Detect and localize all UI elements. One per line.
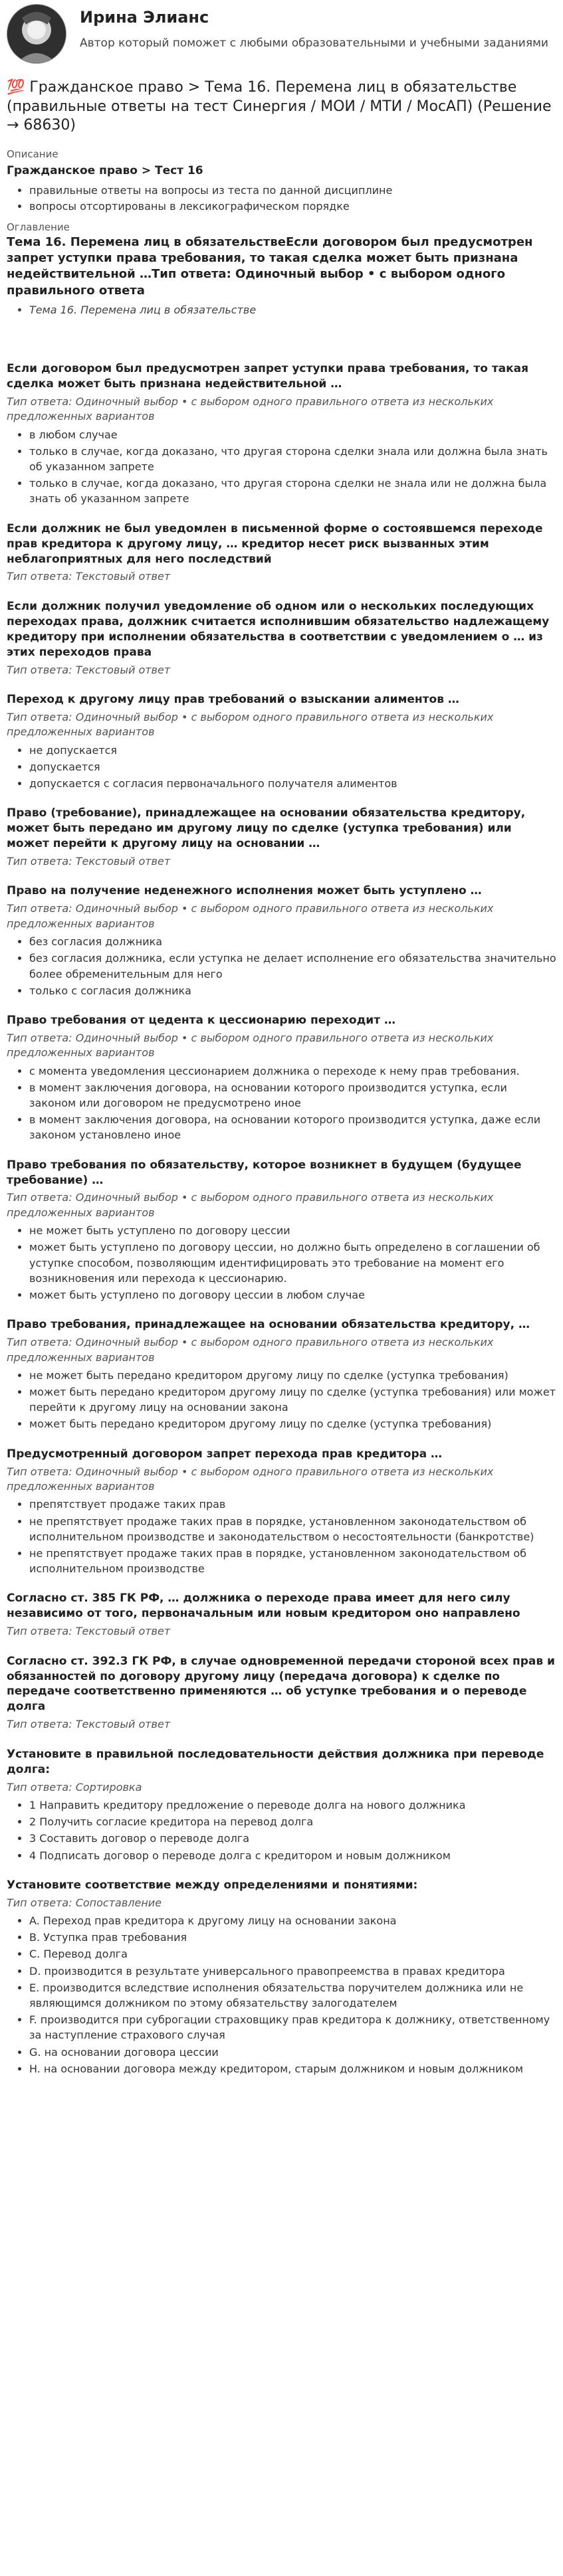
answer-option: • может быть уступлено по договору цессии, но должно быть определено в соглашении об уступке способом, позволяющим идентифицировать это требование на момент его возникновения или перехода к цессионарию. [29, 1240, 556, 1286]
answer-options [7, 1497, 556, 1576]
answer-option: • 3 Составить договор о переводе долга [29, 1831, 556, 1846]
question-text: Если должник не был уведомлен в письменной форме о состоявшемся переходе прав кредитора к другому лицу, … кредитор несет риск вызванных этим неблагоприятных для него последствий [7, 521, 543, 566]
answer-options [7, 1223, 556, 1303]
answer-option: • может быть передано кредитором другому лицу по сделке (уступка требования) или может перейти к другому лицу на основании закона [29, 1384, 556, 1415]
description-item: • вопросы отсортированы в лексикографическом порядке [29, 199, 556, 214]
answer-option: • E. производится вследствие исполнения обязательства поручителем должника или не являющимся должником по этому обязательству залогодателем [29, 1980, 556, 2011]
avatar[interactable] [7, 4, 66, 64]
question-block [7, 521, 556, 585]
answer-option: • H. на основании договора между кредитором, старым должником и новым должником [29, 2061, 556, 2076]
answer-options [7, 1913, 556, 2076]
question-block [7, 1013, 556, 1143]
answer-type: Тип ответа: Сопоставление [7, 1896, 162, 1909]
answer-type: Тип ответа: Одиночный выбор • с выбором одного правильного ответа из нескольких предложенных вариантов [7, 710, 494, 739]
question-block [7, 1317, 556, 1431]
answer-option: • с момента уведомления цессионарием должника о переходе к нему прав требования. [29, 1063, 556, 1079]
answer-options [7, 427, 556, 507]
author-header [7, 4, 556, 64]
answer-option: • не препятствует продаже таких прав в порядке, установленном законодательством об исполнительном производстве и законодательством о несостоятельности (банкротстве) [29, 1514, 556, 1544]
question-text: Установите соответствие между определениями и понятиями: [7, 1878, 418, 1892]
question-block [7, 361, 556, 507]
answer-option: • только в случае, когда доказано, что другая сторона сделки не знала или не должна была знать об указанном запрете [29, 476, 556, 506]
answer-option: • не допускается [29, 743, 556, 758]
answer-option: • в момент заключения договора, на основании которого производится уступка, если законом или договором не предусмотрено иное [29, 1080, 556, 1111]
answer-options [7, 743, 556, 792]
question-block [7, 806, 556, 869]
answer-option: • в любом случае [29, 427, 556, 442]
answer-option: • без согласия должника, если уступка не делает исполнение его обязательства значительно более обременительным для него [29, 951, 556, 981]
toc-heading: Тема 16. Перемена лиц в обязательствеЕсли договором был предусмотрен запрет уступки права требования, то такая сделка может быть признана недействительной …Тип ответа: Одиночный выбор • с выбором одного правильного ответа [7, 234, 533, 298]
question-text: Если договором был предусмотрен запрет уступки права требования, то такая сделка может быть признана недействительной … [7, 362, 529, 391]
question-block [7, 1747, 556, 1863]
answer-option: • 2 Получить согласие кредитора на перевод долга [29, 1814, 556, 1829]
author-info [80, 4, 548, 52]
answer-type: Тип ответа: Текстовый ответ [7, 1718, 171, 1731]
answer-option: • препятствует продаже таких прав [29, 1497, 556, 1512]
answer-option: • F. производится при суброгации страховщику прав кредитора к должнику, ответственному за наступление страхового случая [29, 2012, 556, 2043]
spacer [7, 324, 556, 361]
question-text: Право требования, принадлежащее на основании обязательства кредитору, … [7, 1318, 530, 1332]
question-block [7, 883, 556, 998]
question-block [7, 1158, 556, 1303]
question-text: Предусмотренный договором запрет перехода прав кредитора … [7, 1447, 443, 1461]
answer-option: • A. Переход прав кредитора к другому лицу на основании закона [29, 1913, 556, 1928]
subject-heading: Гражданское право > Тест 16 [7, 164, 203, 178]
toc-label: Оглавление [7, 221, 70, 234]
question-block [7, 692, 556, 791]
toc-list [7, 303, 556, 318]
answer-option: • C. Перевод долга [29, 1946, 556, 1962]
answer-option: • может быть передано кредитором другому лицу по сделке (уступка требования) [29, 1416, 556, 1431]
author-photo-icon [7, 5, 66, 63]
answer-option: • B. Уступка прав требования [29, 1930, 556, 1945]
answer-option: • не может быть передано кредитором другому лицу по сделке (уступка требования) [29, 1368, 556, 1383]
answer-option: • 1 Направить кредитору предложение о переводе долга на нового должника [29, 1797, 556, 1813]
answer-type: Тип ответа: Сортировка [7, 1780, 142, 1794]
answer-type: Тип ответа: Одиночный выбор • с выбором одного правильного ответа из нескольких предложенных вариантов [7, 1031, 494, 1059]
answer-type: Тип ответа: Текстовый ответ [7, 570, 171, 583]
answer-option: • без согласия должника [29, 934, 556, 949]
toc-item[interactable]: • Тема 16. Перемена лиц в обязательстве [29, 303, 556, 318]
answer-option: • в момент заключения договора, на основании которого производится уступка, даже если законом установлено иное [29, 1112, 556, 1143]
answer-option: • G. на основании договора цессии [29, 2045, 556, 2060]
answer-type: Тип ответа: Одиночный выбор • с выбором одного правильного ответа из нескольких предложенных вариантов [7, 1465, 494, 1493]
question-text: Установите в правильной последовательности действия должника при переводе долга: [7, 1747, 544, 1776]
question-text: Право требования по обязательству, которое возникнет в будущем (будущее требование) … [7, 1158, 522, 1187]
author-description: Автор который поможет с любыми образовательными и учебными заданиями [80, 37, 548, 50]
answer-type: Тип ответа: Одиночный выбор • с выбором одного правильного ответа из нескольких предложенных вариантов [7, 395, 494, 423]
answer-option: • 4 Подписать договор о переводе долга с кредитором и новым должником [29, 1848, 556, 1863]
answer-options [7, 1368, 556, 1432]
answer-option: • только с согласия должника [29, 983, 556, 998]
answer-type: Тип ответа: Одиночный выбор • с выбором одного правильного ответа из нескольких предложенных вариантов [7, 1336, 494, 1364]
question-block [7, 1878, 556, 2076]
question-block [7, 599, 556, 678]
answer-type: Тип ответа: Одиночный выбор • с выбором одного правильного ответа из нескольких предложенных вариантов [7, 902, 494, 930]
author-name[interactable]: Ирина Элианс [80, 8, 209, 27]
answer-option: • допускается с согласия первоначального получателя алиментов [29, 776, 556, 791]
question-text: Если должник получил уведомление об одном или о нескольких последующих переходах права, должник считается исполнившим обязательство надлежащему кредитору при исполнении обязательства в соответствии с уведомлением о … из этих переходов права [7, 599, 550, 659]
answer-option: • может быть уступлено по договору цессии в любом случае [29, 1287, 556, 1303]
answer-option: • D. производится в результате универсального правопреемства в правах кредитора [29, 1964, 556, 1979]
question-text: Право на получение неденежного исполнения может быть уступлено … [7, 884, 482, 898]
answer-type: Тип ответа: Текстовый ответ [7, 1625, 171, 1638]
question-block [7, 1654, 556, 1732]
description-label: Описание [7, 147, 58, 160]
answer-options [7, 934, 556, 998]
answer-options [7, 1797, 556, 1863]
page-title: 💯 Гражданское право > Тема 16. Перемена лиц в обязательстве (правильные ответы на тест Синергия / МОИ / МТИ / МосАП) (Решение → 68630) [7, 79, 552, 134]
question-text: Переход к другому лицу прав требований о взыскании алиментов … [7, 692, 459, 706]
question-text: Согласно ст. 392.3 ГК РФ, в случае одновременной передачи стороной всех прав и обязанностей по договору другому лицу (передача договора) к сделке по передаче соответственно применяются … об уступке требования и о переводе долга [7, 1654, 555, 1714]
answer-type: Тип ответа: Текстовый ответ [7, 855, 171, 868]
answer-type: Тип ответа: Одиночный выбор • с выбором одного правильного ответа из нескольких предложенных вариантов [7, 1191, 494, 1219]
question-block [7, 1591, 556, 1639]
answer-option: • допускается [29, 759, 556, 775]
answer-option: • не может быть уступлено по договору цессии [29, 1223, 556, 1238]
questions-list [7, 361, 556, 2076]
question-text: Согласно ст. 385 ГК РФ, … должника о переходе права имеет для него силу независимо от того, первоначальным или новым кредитором оно направлено [7, 1592, 520, 1621]
description-item: • правильные ответы на вопросы из теста по данной дисциплине [29, 183, 556, 198]
answer-options [7, 1063, 556, 1143]
answer-type: Тип ответа: Текстовый ответ [7, 663, 171, 676]
description-list [7, 183, 556, 214]
answer-option: • не препятствует продаже таких прав в порядке, установленном законодательством об исполнительном производстве [29, 1546, 556, 1576]
answer-option: • только в случае, когда доказано, что другая сторона сделки знала или должна была знать об указанном запрете [29, 444, 556, 474]
question-text: Право (требование), принадлежащее на основании обязательства кредитору, может быть передано им другому лицу по сделке (уступка требования) или может перейти к другому лицу на основании … [7, 806, 526, 851]
question-text: Право требования от цедента к цессионарию переходит … [7, 1013, 395, 1027]
question-block [7, 1447, 556, 1577]
